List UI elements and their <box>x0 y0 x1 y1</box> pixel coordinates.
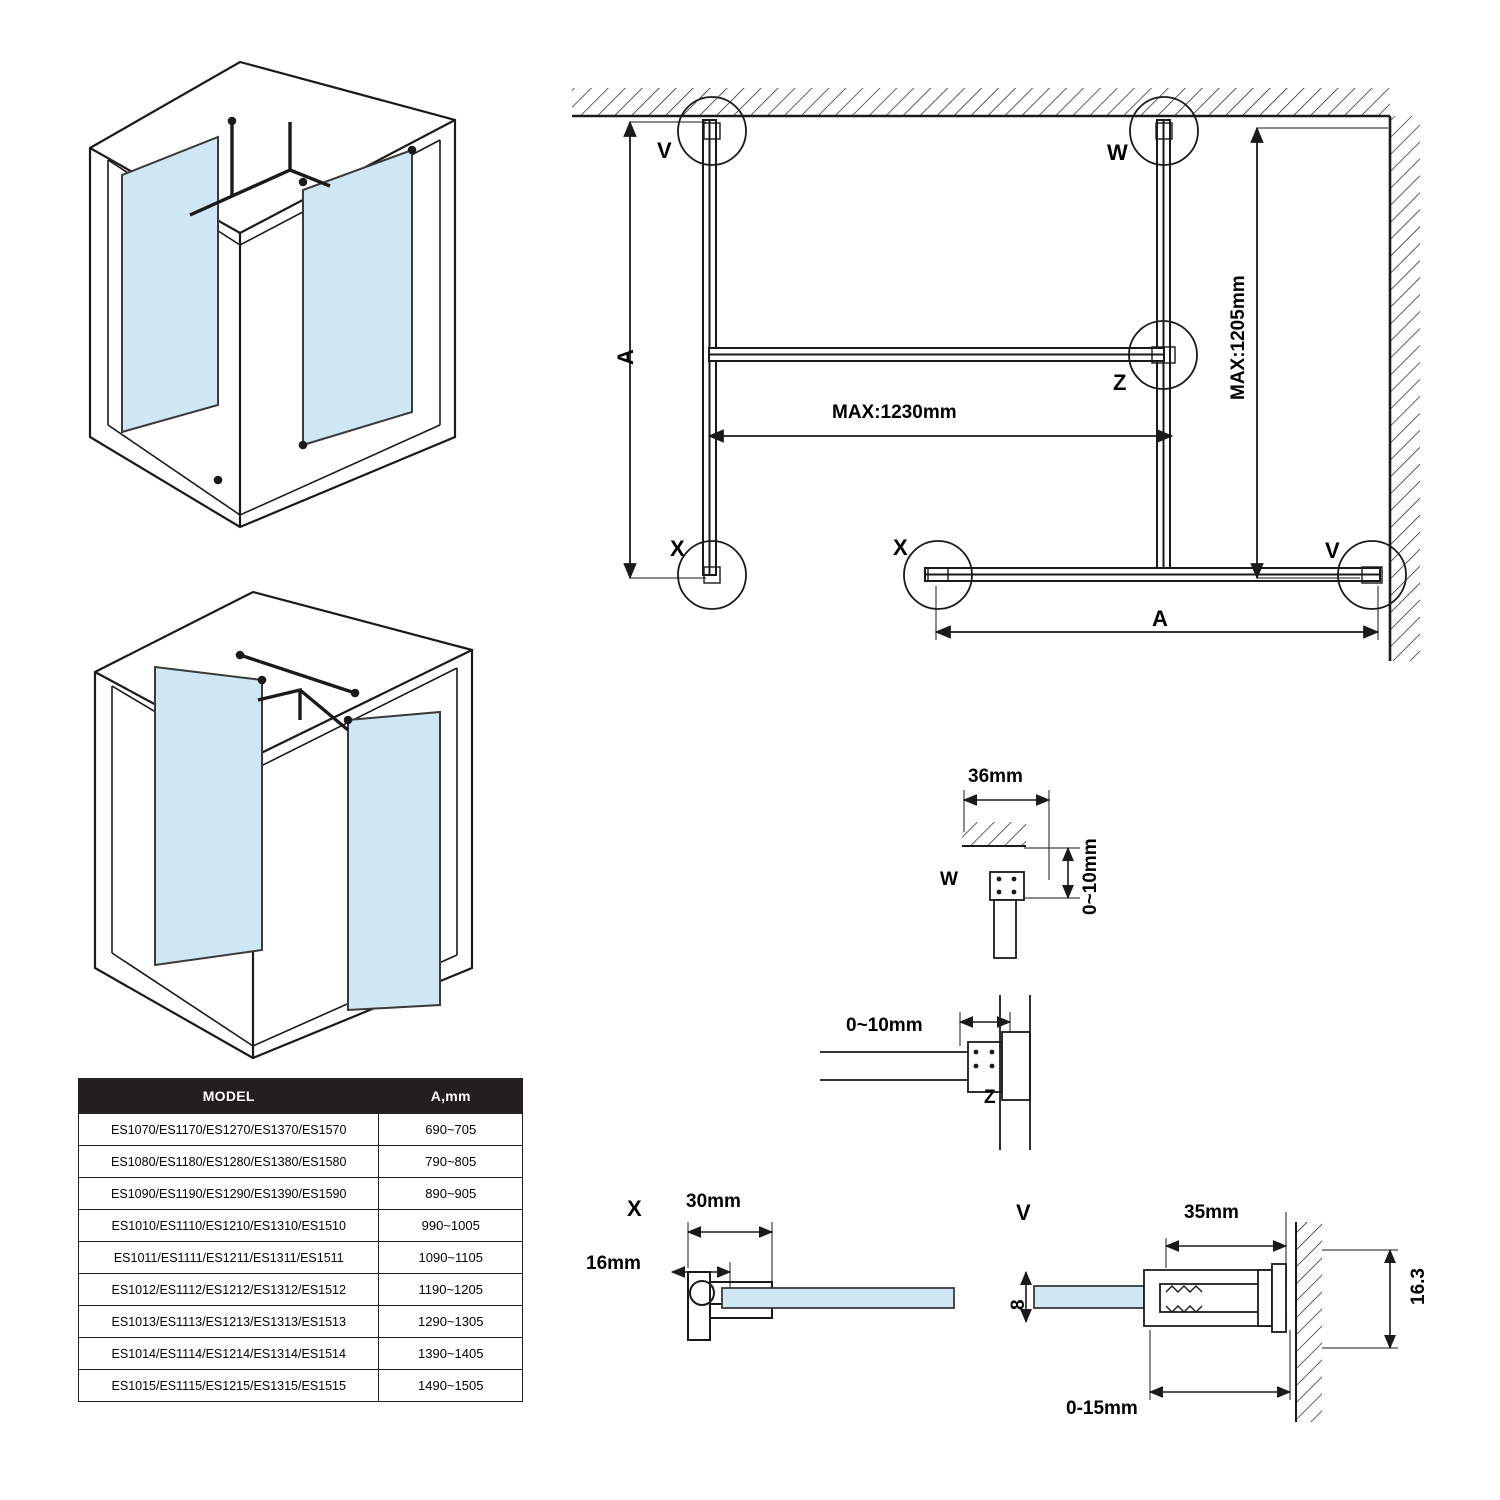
callout-w-top: W <box>1107 140 1128 165</box>
callout-v-bottom: V <box>1325 538 1340 563</box>
detail-x-dim-16: 16mm <box>586 1253 641 1274</box>
iso-view-top <box>90 62 455 527</box>
table-cell-model: ES1010/ES1110/ES1210/ES1310/ES1510 <box>79 1210 379 1242</box>
plan-view <box>572 88 1420 661</box>
table-cell-a: 790~805 <box>379 1146 523 1178</box>
table-header-a: A,mm <box>379 1079 523 1114</box>
dim-a-bottom: A <box>1152 606 1168 631</box>
table-cell-model: ES1012/ES1112/ES1212/ES1312/ES1512 <box>79 1274 379 1306</box>
table-row <box>79 1242 523 1274</box>
dim-a-left: A <box>613 349 638 365</box>
callout-v-top: V <box>657 138 672 163</box>
table-row <box>79 1274 523 1306</box>
table-row <box>79 1210 523 1242</box>
detail-x <box>672 1222 954 1340</box>
detail-w-dim-gap: 0~10mm <box>1080 838 1101 915</box>
detail-w-dim-width: 36mm <box>968 766 1023 787</box>
detail-x-label: X <box>627 1196 642 1221</box>
table-row <box>79 1114 523 1146</box>
table-cell-model: ES1080/ES1180/ES1280/ES1380/ES1580 <box>79 1146 379 1178</box>
detail-x-dim-30: 30mm <box>686 1191 741 1212</box>
detail-v-dim-8: 8 <box>1008 1299 1029 1310</box>
table-row <box>79 1370 523 1402</box>
table-cell-a: 1090~1105 <box>379 1242 523 1274</box>
table-cell-model: ES1070/ES1170/ES1270/ES1370/ES1570 <box>79 1114 379 1146</box>
detail-w-label: W <box>940 869 958 890</box>
dim-max-height: MAX:1205mm <box>1228 275 1249 400</box>
table-row <box>79 1338 523 1370</box>
detail-v-dim-015: 0-15mm <box>1066 1398 1138 1419</box>
table-cell-model: ES1014/ES1114/ES1214/ES1314/ES1514 <box>79 1338 379 1370</box>
table-row <box>79 1146 523 1178</box>
model-dimension-table <box>78 1078 523 1402</box>
table-cell-a: 1490~1505 <box>379 1370 523 1402</box>
dim-max-width: MAX:1230mm <box>832 402 957 423</box>
table-row <box>79 1306 523 1338</box>
detail-v <box>1026 1212 1398 1422</box>
table-header-model: MODEL <box>79 1079 379 1114</box>
table-cell-a: 1290~1305 <box>379 1306 523 1338</box>
callout-z-mid: Z <box>1113 370 1127 395</box>
callout-x-left: X <box>670 536 685 561</box>
table-cell-a: 990~1005 <box>379 1210 523 1242</box>
table-cell-model: ES1015/ES1115/ES1215/ES1315/ES1515 <box>79 1370 379 1402</box>
table-cell-model: ES1011/ES1111/ES1211/ES1311/ES1511 <box>79 1242 379 1274</box>
detail-z-dim-gap: 0~10mm <box>846 1015 923 1036</box>
detail-v-dim-35: 35mm <box>1184 1202 1239 1223</box>
table-row <box>79 1178 523 1210</box>
table-cell-a: 1190~1205 <box>379 1274 523 1306</box>
table-cell-a: 1390~1405 <box>379 1338 523 1370</box>
table-cell-a: 890~905 <box>379 1178 523 1210</box>
table-body <box>79 1114 523 1402</box>
iso-view-bottom <box>95 592 472 1058</box>
table-cell-model: ES1013/ES1113/ES1213/ES1313/ES1513 <box>79 1306 379 1338</box>
table-cell-a: 690~705 <box>379 1114 523 1146</box>
detail-v-label: V <box>1016 1200 1031 1225</box>
table-cell-model: ES1090/ES1190/ES1290/ES1390/ES1590 <box>79 1178 379 1210</box>
detail-w <box>962 790 1080 958</box>
detail-z-label: Z <box>984 1087 996 1108</box>
detail-v-dim-163: 16.3 <box>1408 1268 1429 1305</box>
callout-x-bottom: X <box>893 535 908 560</box>
table-header-row <box>79 1079 523 1114</box>
